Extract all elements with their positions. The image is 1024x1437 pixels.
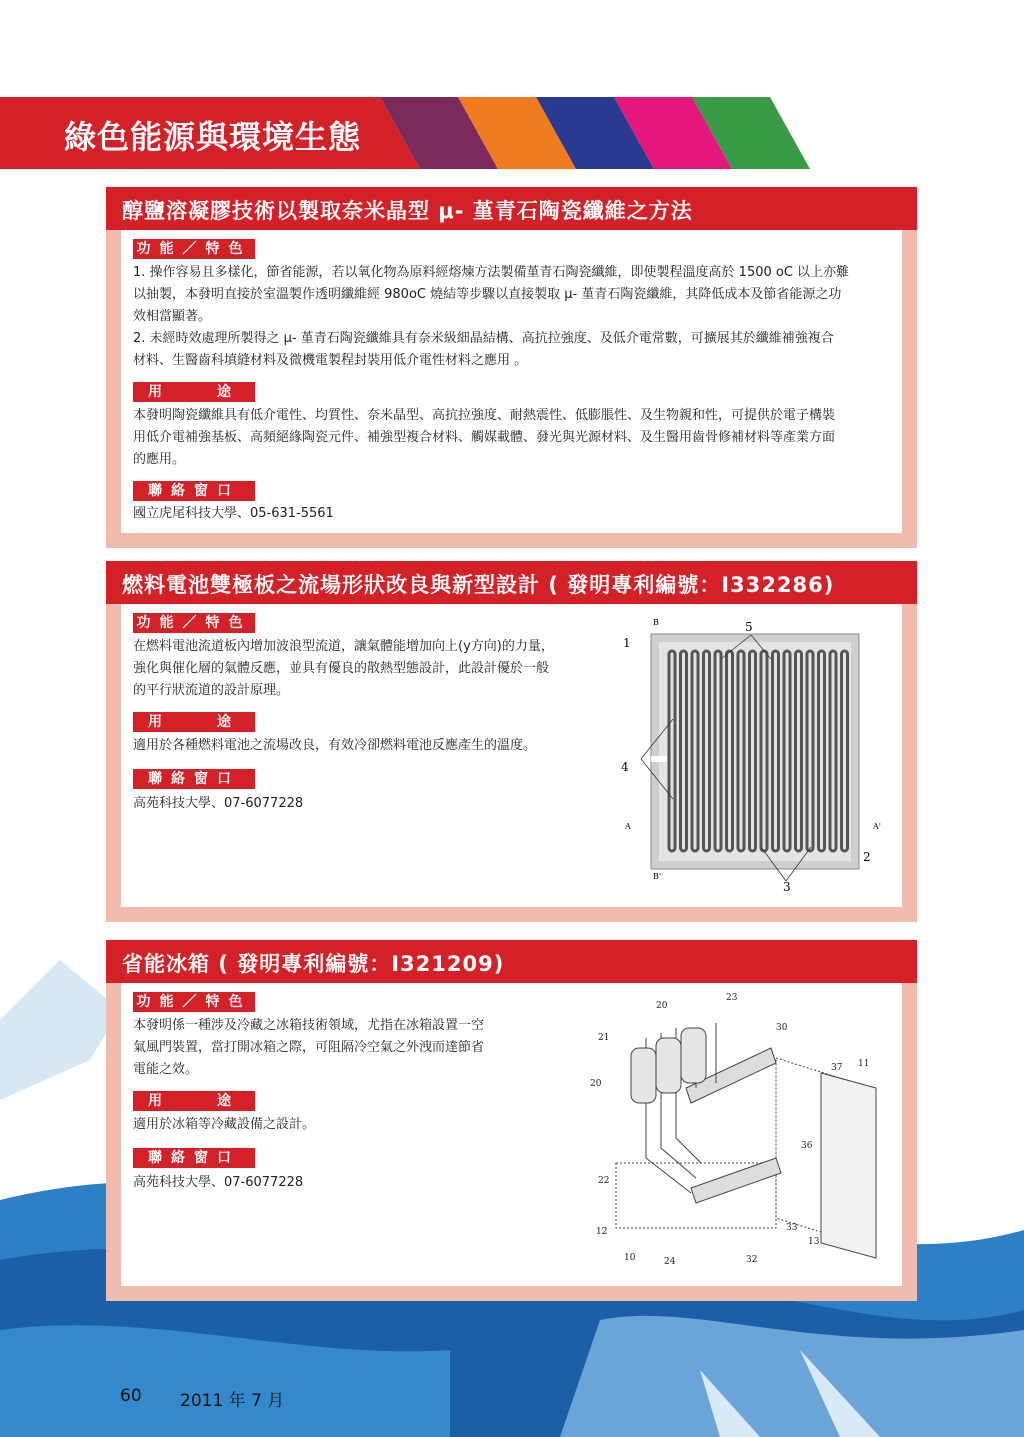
text-line: 本發明係一種涉及冷藏之冰箱技術領域，尤指在冰箱設置一空	[133, 1018, 485, 1033]
card-header	[106, 187, 917, 230]
figure-label: 12	[596, 1227, 608, 1237]
text-line: 電能之效。	[133, 1062, 199, 1077]
figure-label: B'	[653, 872, 662, 881]
use-text	[133, 735, 603, 757]
card-body	[121, 983, 902, 1286]
text-line: 氣風門裝置，當打開冰箱之際，可阻隔冷空氣之外洩而達節省	[133, 1040, 485, 1055]
refrigerator-air-door-figure	[586, 988, 886, 1280]
figure-label: 37	[831, 1063, 843, 1073]
features-tag: 功能／特色	[133, 613, 255, 633]
contact-text	[133, 503, 893, 525]
figure-label: 32	[746, 1255, 758, 1265]
page-number: 60	[120, 1386, 142, 1406]
figure-label: 20	[590, 1079, 602, 1089]
text-line: 高苑科技大學、07-6077228	[133, 796, 304, 811]
figure-label: B	[653, 618, 659, 627]
figure-label: 30	[776, 1023, 788, 1033]
patent-card-3	[106, 940, 917, 1301]
figure-label: 11	[858, 1059, 870, 1069]
issue-date: 2011 年 7 月	[180, 1391, 285, 1411]
features-text	[133, 636, 603, 702]
use-text	[133, 1114, 553, 1136]
text-line: 2. 未經時效處理所製得之 μ- 堇青石陶瓷纖維具有奈米級細晶結構、高抗拉強度、及低介電常數，可擴展其於纖維補強複合	[133, 331, 834, 346]
figure-label: A	[625, 822, 631, 831]
card-title: 燃料電池雙極板之流場形狀改良與新型設計 ( 發明專利編號：I332286)	[122, 573, 835, 597]
figure-label: 21	[598, 1033, 610, 1043]
text-line: 用低介電補強基板、高頻絕緣陶瓷元件、補強型複合材料、觸媒載體、發光與光源材料、及生醫用齒骨修補材料等產業方面	[133, 430, 836, 445]
patent-card-1	[106, 187, 917, 548]
text-line: 材料、生醫齒科填縫材料及微機電製程封裝用低介電性材料之應用 。	[133, 353, 528, 368]
card-body	[121, 230, 902, 533]
text-line: 適用於冰箱等冷藏設備之設計。	[133, 1117, 316, 1132]
contact-text	[133, 1172, 553, 1194]
use-tag: 用 途	[133, 382, 255, 402]
text-line: 效相當顯著。	[133, 309, 212, 324]
text-line: 的應用。	[133, 452, 186, 467]
figure-label: 10	[624, 1253, 636, 1263]
figure-label: 22	[598, 1176, 610, 1186]
card-header	[106, 561, 917, 604]
card-title: 醇鹽溶凝膠技術以製取奈米晶型 μ- 堇青石陶瓷纖維之方法	[122, 199, 693, 223]
text-line: 強化與催化層的氣體反應，並具有優良的散熱型態設計，此設計優於一般	[133, 661, 550, 676]
figure-label: 33	[786, 1223, 798, 1233]
contact-tag: 聯絡窗口	[133, 769, 255, 789]
features-tag: 功能／特色	[133, 992, 255, 1012]
figure-label: 24	[664, 1257, 676, 1267]
figure-label: 3	[783, 880, 791, 894]
text-line: 以抽製，本發明直接於室溫製作透明纖維經 980oC 燒結等步驟以直接製取 μ- 堇青石陶瓷纖維，其降低成本及節省能源之功	[133, 287, 842, 302]
figure-label: 2	[863, 850, 871, 864]
text-line: 的平行狀流道的設計原理。	[133, 683, 290, 698]
text-line: 國立虎尾科技大學、05-631-5561	[133, 506, 334, 521]
use-text	[133, 405, 893, 471]
card-header	[106, 940, 917, 983]
figure-label: 23	[726, 993, 738, 1003]
figure-label: 20	[656, 1001, 668, 1011]
figure-label: 4	[621, 760, 629, 774]
use-tag: 用 途	[133, 1091, 255, 1111]
card-title: 省能冰箱 ( 發明專利編號：I321209)	[122, 952, 505, 976]
card-body	[121, 604, 902, 907]
use-tag: 用 途	[133, 712, 255, 732]
figure-label: 5	[745, 620, 753, 634]
figure-label: A'	[873, 822, 881, 831]
contact-text	[133, 793, 603, 815]
text-line: 1. 操作容易且多樣化，節省能源，若以氧化物為原料經熔煉方法製備堇青石陶瓷纖維，即使製程溫度高於 1500 oC 以上亦難	[133, 265, 850, 280]
section-title: 綠色能源與環境生態	[64, 118, 362, 156]
features-text	[133, 262, 893, 372]
text-line: 適用於各種燃料電池之流場改良，有效冷卻燃料電池反應產生的溫度。	[133, 738, 537, 753]
figure-label: 1	[623, 636, 631, 650]
contact-tag: 聯絡窗口	[133, 1148, 255, 1168]
text-line: 在燃料電池流道板內增加波浪型流道，讓氣體能增加向上(y方向)的力量，	[133, 639, 554, 654]
figure-label: 13	[808, 1237, 820, 1247]
features-text	[133, 1015, 553, 1081]
contact-tag: 聯絡窗口	[133, 481, 255, 501]
fuel-cell-flow-field-figure	[611, 609, 881, 899]
figure-label: 36	[801, 1141, 813, 1151]
text-line: 高苑科技大學、07-6077228	[133, 1175, 304, 1190]
text-line: 本發明陶瓷纖維具有低介電性、均質性、奈米晶型、高抗拉強度、耐熱震性、低膨脹性、及生物親和性，可提供於電子構裝	[133, 408, 836, 423]
patent-card-2	[106, 561, 917, 922]
features-tag: 功能／特色	[133, 239, 255, 259]
